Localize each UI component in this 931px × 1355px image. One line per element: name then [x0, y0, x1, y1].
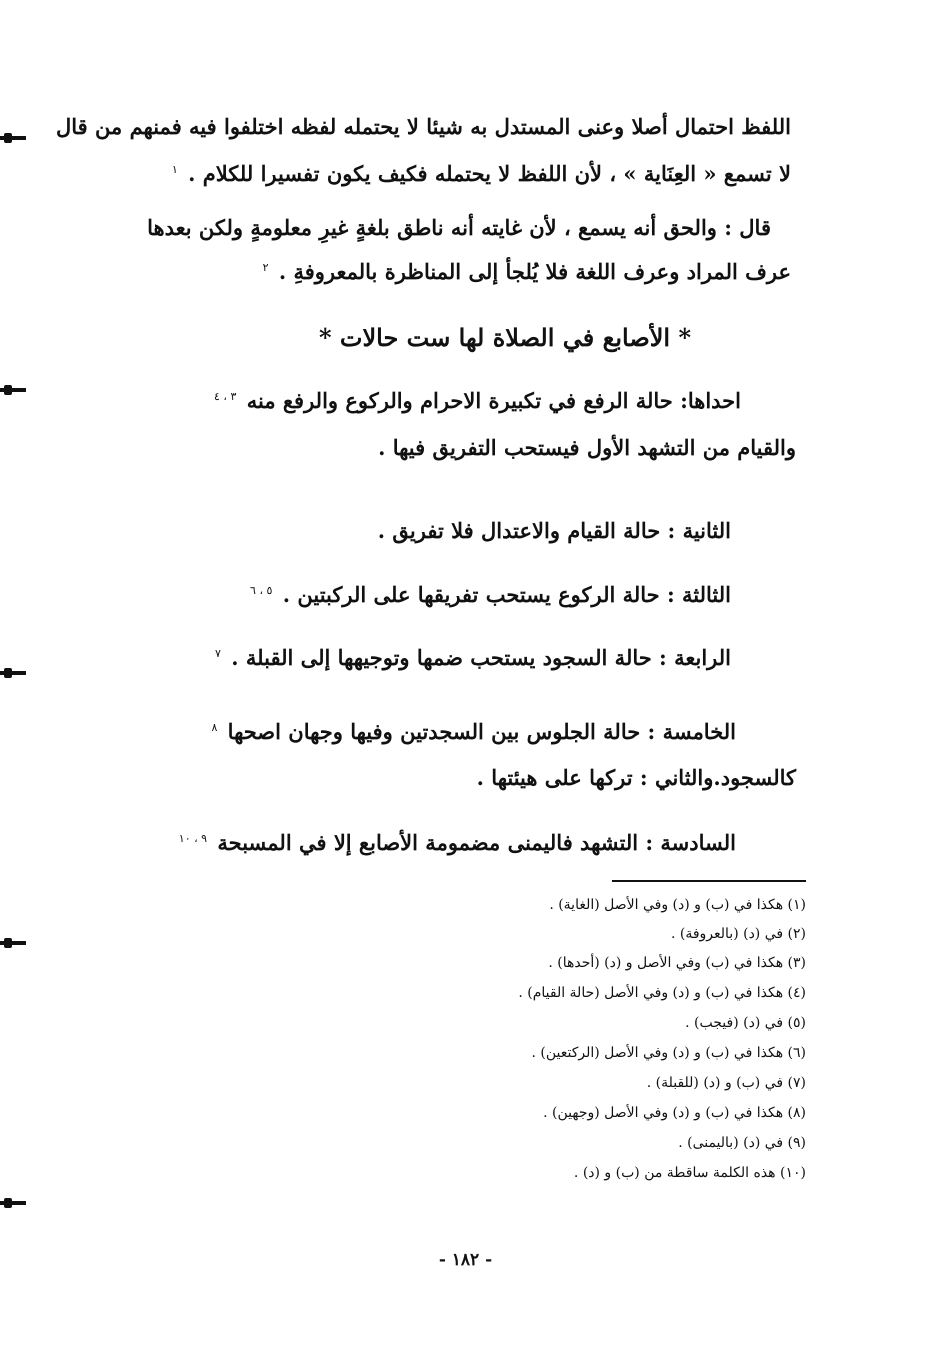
footnote: (٣) هكذا في (ب) وفي الأصل و (د) (أحدها) .	[548, 955, 806, 971]
footnote: (٦) هكذا في (ب) و (د) وفي الأصل (الركتعين) .	[531, 1045, 806, 1061]
footnote: (٢) في (د) (بالعروفة) .	[670, 926, 806, 942]
page-number: - ١٨٢ -	[438, 1250, 493, 1270]
footnote-ref: ٩ ، ١٠	[178, 832, 208, 845]
footnote-ref: ٥ ، ٦	[250, 584, 273, 597]
footnote: (١) هكذا في (ب) و (د) وفي الأصل (الغاية) .	[549, 897, 806, 913]
footnote: (٤) هكذا في (ب) و (د) وفي الأصل (حالة القيام) .	[518, 985, 806, 1001]
footnote-ref: ٨	[211, 721, 218, 734]
body-line: اللفظ احتمال أصلا وعنى المستدل به شيئا لا يحتمله لفظه اختلفوا فيه فمنهم من قال	[56, 114, 791, 139]
footnote: (١٠) هذه الكلمة ساقطة من (ب) و (د) .	[573, 1165, 806, 1181]
footnote: (٥) في (د) (فيجب) .	[685, 1015, 806, 1031]
body-line: لا تسمع « العِنَاية » ، لأن اللفظ لا يحتمله فكيف يكون تفسيرا للكلام . $^١$	[171, 161, 791, 186]
scan-margin-mark	[0, 385, 30, 395]
footnote-ref: ٧	[215, 647, 221, 660]
scan-margin-mark	[0, 668, 30, 678]
footnote: (٩) في (د) (باليمنى) .	[678, 1135, 806, 1151]
body-line: الثالثة : حالة الركوع يستحب تفريقها على الركبتين . $^{٥ ، ٦}$	[250, 582, 731, 607]
footnote: (٧) في (ب) و (د) (للقبلة) .	[646, 1075, 806, 1091]
body-line: احداها: حالة الرفع في تكبيرة الاحرام والركوع والرفع منه $^{٣ ، ٤}$	[214, 388, 741, 413]
section-heading: * الأصابع في الصلاة لها ست حالات *	[318, 323, 691, 352]
body-line: الخامسة : حالة الجلوس بين السجدتين وفيها وجهان اصحها $^٨$	[211, 719, 736, 744]
body-line: الرابعة : حالة السجود يستحب ضمها وتوجيهها إلى القبلة . $^٧$	[215, 645, 731, 670]
footnote-ref: ١	[171, 163, 178, 176]
body-line: والقيام من التشهد الأول فيستحب التفريق فيها .	[378, 435, 796, 460]
body-line: عرف المراد وعرف اللغة فلا يُلجأ إلى المناظرة بالمعروفةِ . $^٢$	[262, 259, 791, 284]
scan-margin-mark	[0, 938, 30, 948]
body-line: كالسجود.والثاني : تركها على هيئتها .	[476, 765, 796, 790]
body-line: قال : والحق أنه يسمع ، لأن غايته أنه ناطق بلغةٍ غيرِ معلومةٍ ولكن بعدها	[147, 215, 771, 240]
scan-margin-mark	[0, 133, 30, 143]
scan-margin-mark	[0, 1198, 30, 1208]
footnote: (٨) هكذا في (ب) و (د) وفي الأصل (وجهين) .	[543, 1105, 806, 1121]
body-line: السادسة : التشهد فاليمنى مضمومة الأصابع إلا في المسبحة $^{٩ ، ١٠}$	[178, 830, 736, 855]
footnote-ref: ٢	[262, 261, 269, 274]
footnote-separator	[612, 880, 806, 882]
body-line: الثانية : حالة القيام والاعتدال فلا تفريق .	[377, 518, 731, 543]
footnote-ref: ٣ ، ٤	[214, 390, 237, 403]
